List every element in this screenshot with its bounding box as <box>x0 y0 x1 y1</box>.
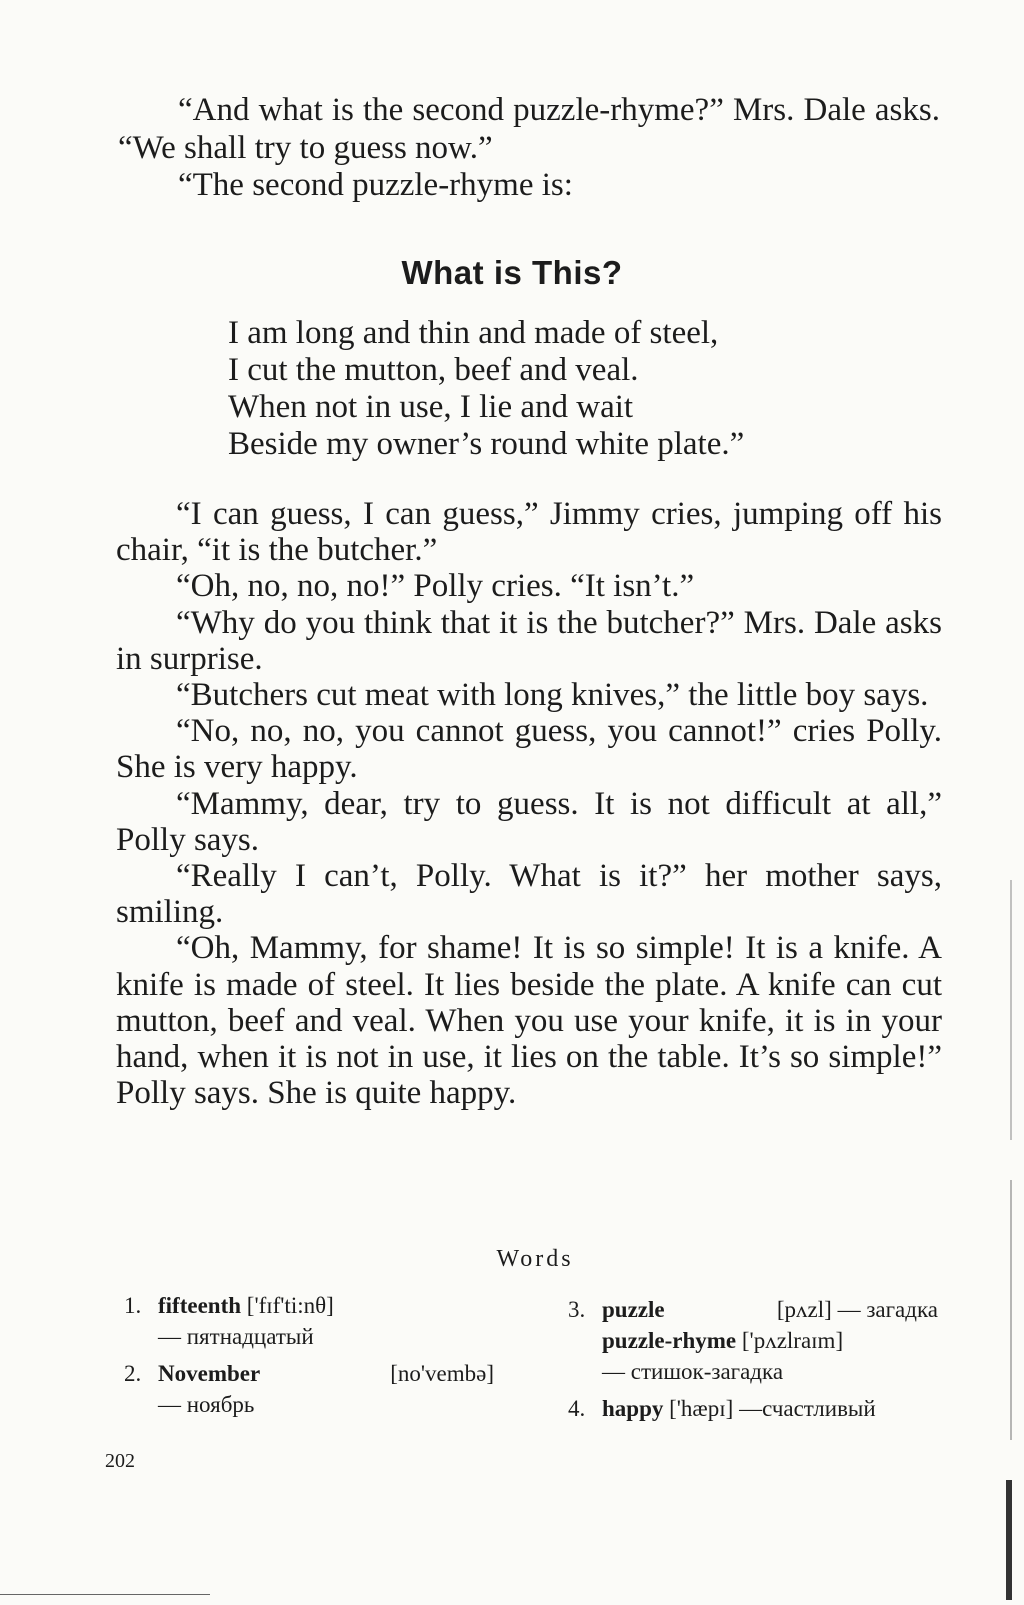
entry-sub-transcription: ['pʌzlraɪm] <box>741 1328 844 1353</box>
paragraph: “Butchers cut meat with long knives,” the little boy says. <box>176 677 929 714</box>
intro-text <box>118 92 940 205</box>
entry-term: fifteenth <box>158 1293 242 1318</box>
poem-line: I cut the mutton, beef and veal. <box>228 352 639 388</box>
paragraph: “Mammy, dear, try to guess. It is not difficult at all,” Polly says. <box>116 785 942 858</box>
entry-transcription: [no'vembə] <box>390 1361 494 1386</box>
paragraph: “I can guess, I can guess,” Jimmy cries, jumping off his chair, “it is the butcher.” <box>116 496 942 569</box>
story-text <box>116 496 942 1111</box>
entry-translation: — пятнадцатый <box>158 1324 314 1349</box>
paragraph: “Why do you think that it is the butcher?” Mrs. Dale asks in surprise. <box>116 604 942 677</box>
scan-edge-mark <box>1006 1480 1012 1600</box>
entry-translation: — загадка <box>837 1297 938 1322</box>
entry-number: 4. <box>568 1396 586 1421</box>
entry-transcription: ['fɪf'ti:nθ] <box>246 1293 334 1318</box>
entry-term: November <box>158 1361 261 1386</box>
words-heading: Words <box>496 1246 574 1272</box>
vocab-entry <box>568 1393 938 1424</box>
poem-line: When not in use, I lie and wait <box>228 389 634 425</box>
vocab-column-left <box>124 1290 494 1426</box>
entry-translation: —счастливый <box>739 1396 876 1421</box>
entry-term: puzzle <box>602 1297 665 1322</box>
paragraph: “No, no, no, you cannot guess, you cannot!” cries Polly. She is very happy. <box>116 713 942 786</box>
entry-term: happy <box>602 1396 664 1421</box>
entry-translation: — ноябрь <box>158 1392 255 1417</box>
scan-edge-mark <box>1010 1180 1012 1440</box>
entry-number: 1. <box>124 1293 142 1318</box>
vocab-entry <box>568 1294 938 1387</box>
vocab-entry <box>124 1290 494 1352</box>
entry-subterm: puzzle-rhyme <box>602 1328 737 1353</box>
paragraph: “Oh, no, no, no!” Polly cries. “It isn’t.” <box>176 568 695 605</box>
entry-number: 3. <box>568 1297 586 1322</box>
paragraph: “The second puzzle-rhyme is: <box>178 167 573 204</box>
vocab-entry <box>124 1358 494 1420</box>
scan-bottom-rule <box>0 1594 210 1595</box>
paragraph: “Oh, Mammy, for shame! It is so simple! It is a knife. A knife is made of steel. It lies beside the plate. A knife can cut mutton, beef and veal. When you use your knife, it is in your hand, when it is not in use, it lies on the table. It’s so simple!” Polly says. She is quite happy. <box>116 930 942 1112</box>
poem-title: What is This? <box>401 254 623 291</box>
paragraph: “And what is the second puzzle-rhyme?” Mrs. Dale asks. “We shall try to guess now.” <box>118 92 940 166</box>
poem-line: I am long and thin and made of steel, <box>228 315 719 351</box>
poem <box>228 315 868 463</box>
vocab-column-right <box>568 1294 938 1430</box>
entry-transcription: ['hæpɪ] <box>669 1396 734 1421</box>
poem-line: Beside my owner’s round white plate.” <box>228 426 745 462</box>
scan-edge-mark <box>1010 880 1012 1140</box>
entry-transcription: [pʌzl] <box>776 1297 832 1322</box>
entry-number: 2. <box>124 1361 142 1386</box>
paragraph: “Really I can’t, Polly. What is it?” her mother says, smiling. <box>116 858 942 931</box>
entry-sub-translation: — стишок-загадка <box>602 1359 784 1384</box>
page-number: 202 <box>105 1450 135 1472</box>
